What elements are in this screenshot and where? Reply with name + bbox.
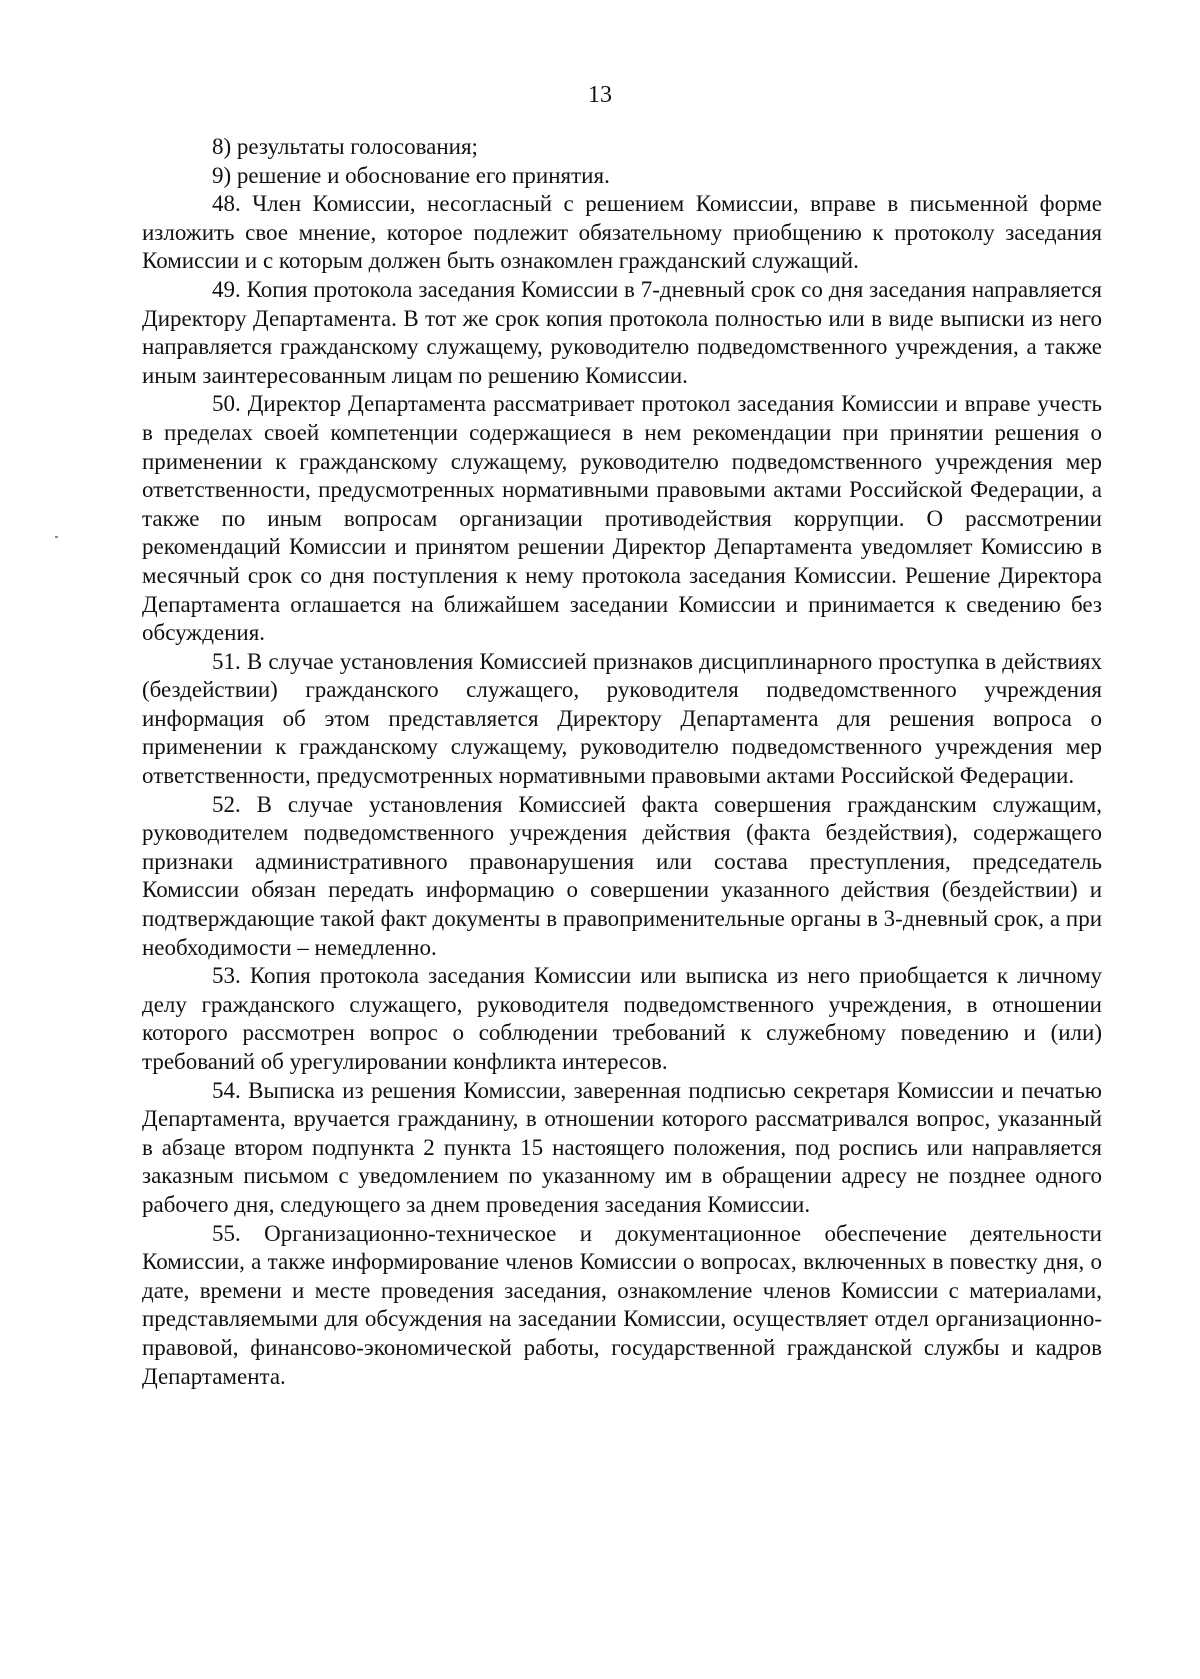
paragraph-item-9: 9) решение и обоснование его принятия. <box>212 162 610 188</box>
paragraph-54: 54. Выписка из решения Комиссии, заверенная подписью секретаря Комиссии и печатью Департамента, вручается гражданину, в отношении которого рассматривался вопрос, указанный в абзаце втором подпункта 2 пункта 15 настоящего положения, под роспись или направляется заказным письмом с уведомлением по указанному им в обращении адресу не позднее одного рабочего дня, следующего за днем проведения заседания Комиссии. <box>142 1077 1102 1217</box>
paragraph-item-8: 8) результаты голосования; <box>212 134 478 159</box>
paragraph-50: 50. Директор Департамента рассматривает протокол заседания Комиссии и вправе учесть в пределах своей компетенции содержащиеся в нем рекомендации при принятии решения о применении к гражданскому служащему, руководителю подведомственного учреждения мер ответственности, предусмотренных нормативными правовыми актами Российской Федерации, а также по иным вопросам организации противодействия коррупции. О рассмотрении рекомендаций Комиссии и принятом решении Директор Департамента уведомляет Комиссию в месячный срок со дня поступления к нему протокола заседания Комиссии. Решение Директора Департамента оглашается на ближайшем заседании Комиссии и принимается к сведению без обсуждения. <box>142 391 1102 646</box>
paragraph-52: 52. В случае установления Комиссией факта совершения гражданским служащим, руководителем подведомственного учреждения действия (факта бездействия), содержащего признаки административного правонарушения или состава преступления, председатель Комиссии обязан передать информацию о совершении указанного действия (бездействии) и подтверждающие такой факт документы в правоприменительные органы в 3-дневный срок, а при необходимости – немедленно. <box>142 791 1102 960</box>
paragraph-53: 53. Копия протокола заседания Комиссии или выписка из него приобщается к личному делу гражданского служащего, руководителя подведомственного учреждения, в отношении которого рассмотрен вопрос о соблюдении требований к служебному поведению и (или) требований об урегулировании конфликта интересов. <box>142 963 1102 1074</box>
paragraph-51: 51. В случае установления Комиссией признаков дисциплинарного проступка в действиях (бездействии) гражданского служащего, руководителя подведомственного учреждения информация об этом представляется Директору Департамента для решения вопроса о применении к гражданскому служащему, руководителю подведомственного учреждения мер ответственности, предусмотренных нормативными правовыми актами Российской Федерации. <box>142 648 1102 789</box>
paragraph-49: 49. Копия протокола заседания Комиссии в 7-дневный срок со дня заседания направляется Директору Департамента. В тот же срок копия протокола полностью или в виде выписки из него направляется гражданскому служащему, руководителю подведомственного учреждения, а также иным заинтересованным лицам по решению Комиссии. <box>142 276 1102 388</box>
document-body <box>142 133 1102 1391</box>
paragraph-48: 48. Член Комиссии, несогласный с решением Комиссии, вправе в письменной форме изложить свое мнение, которое подлежит обязательному приобщению к протоколу заседания Комиссии и с которым должен быть ознакомлен гражданский служащий. <box>142 191 1102 274</box>
paragraph-55: 55. Организационно-техническое и документационное обеспечение деятельности Комиссии, а также информирование членов Комиссии о вопросах, включенных в повестку дня, о дате, времени и месте проведения заседания, ознакомление членов Комиссии с материалами, представляемыми для обсуждения на заседании Комиссии, осуществляет отдел организационно-правовой, финансово-экономической работы, государственной гражданской службы и кадров Департамента. <box>142 1220 1102 1389</box>
page-number: 13 <box>588 82 612 108</box>
scan-artifact-mark <box>55 536 58 538</box>
